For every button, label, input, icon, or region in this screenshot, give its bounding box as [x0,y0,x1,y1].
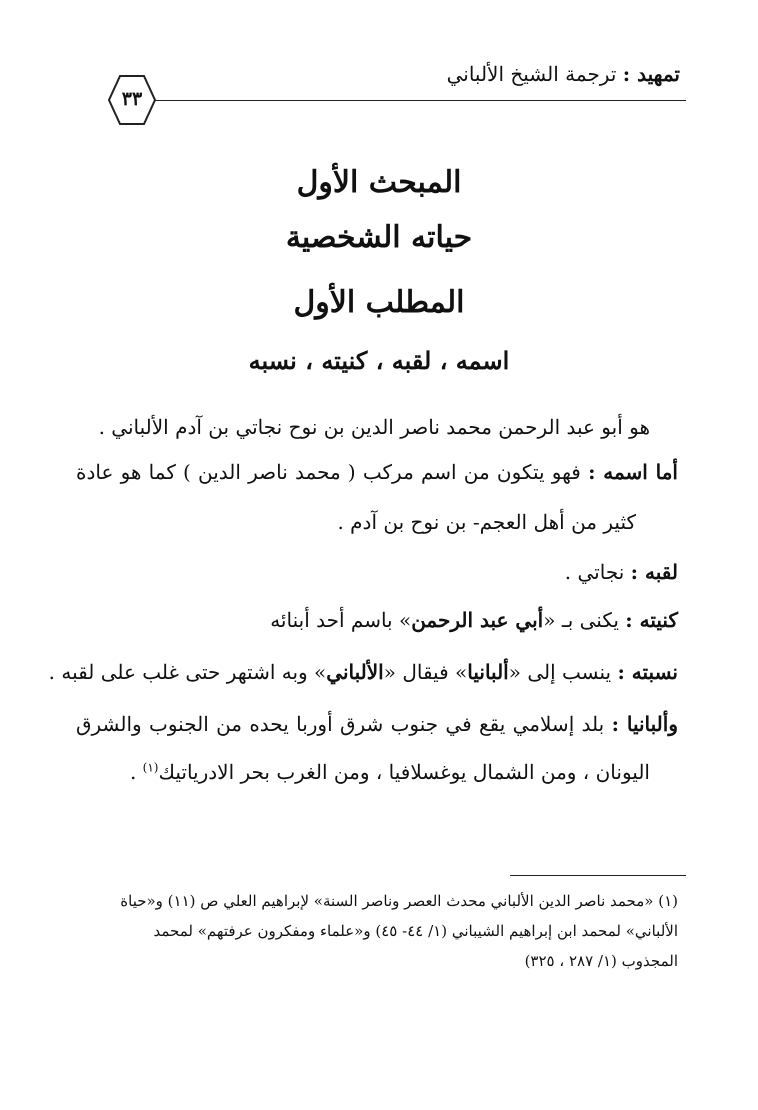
albania-line-2 [130,760,650,784]
nisba-text-post: » وبه اشتهر حتى غلب على لقبه . [48,660,327,684]
albania-label: وألبانيا : [611,712,678,736]
laqab-text: نجاتي . [564,560,631,584]
albania-text-end: . [129,760,143,784]
section-title: حياته الشخصية [285,220,473,255]
footnote-line-3: المجذوب (١/ ٢٨٧ ، ٣٢٥) [524,952,678,970]
laqab-label: لقبه : [630,560,678,584]
albania-line-1 [76,712,678,736]
kunya-text-post: » باسم أحد أبنائه [270,608,412,632]
name-text: فهو يتكون من اسم مركب ( محمد ناصر الدين ) كما هو عادة [76,460,589,484]
footnote-line-2: الألباني» لمحمد ابن إبراهيم الشيباني (١/ ٤٤- ٤٥) و«علماء ومفكرون عرفتهم» لمحمد [153,922,678,940]
name-line-2: كثير من أهل العجم- بن نوح بن آدم . [337,510,636,534]
subsection-title: اسمه ، لقبه ، كنيته ، نسبه [248,346,510,375]
header-rule [148,100,686,101]
footnote-marker[interactable]: (١) [142,760,159,775]
nisba-country: ألبانيا [467,660,509,684]
albania-text-2: اليونان ، ومن الشمال يوغسلافيا ، ومن الغرب بحر الادرياتيك [158,760,650,784]
kunya-text-pre: يكنى بـ « [543,608,626,632]
name-line-1 [76,460,678,484]
intro-paragraph: هو أبو عبد الرحمن محمد ناصر الدين بن نوح نجاتي بن آدم الألباني . [98,415,650,439]
subsection-heading: المطلب الأول [293,285,465,320]
footnote-rule [510,875,686,876]
running-header [447,62,680,86]
kunya-line [270,608,678,632]
footnote-line-1: (١) «محمد ناصر الدين الألباني محدث العصر وناصر السنة» لإبراهيم العلي ص (١١) و«حياة [120,892,678,910]
nisba-text-mid: » فيقال « [383,660,468,684]
nisba-text-pre: ينسب إلى « [508,660,618,684]
kunya-name: أبي عبد الرحمن [411,608,544,632]
name-label: أما اسمه : [588,460,678,484]
nisba-name: الألباني [326,660,384,684]
page-number: ٣٣ [121,88,143,110]
header-label: تمهيد : [622,62,680,86]
kunya-label: كنيته : [625,608,678,632]
nisba-label: نسبته : [617,660,678,684]
section-heading: المبحث الأول [296,165,462,200]
laqab-line [565,560,678,584]
nisba-line [49,660,678,684]
albania-text-1: بلد إسلامي يقع في جنوب شرق أوربا يحده من الجنوب والشرق [76,712,612,736]
page-number-badge [108,74,156,126]
header-title: ترجمة الشيخ الألباني [446,62,623,86]
